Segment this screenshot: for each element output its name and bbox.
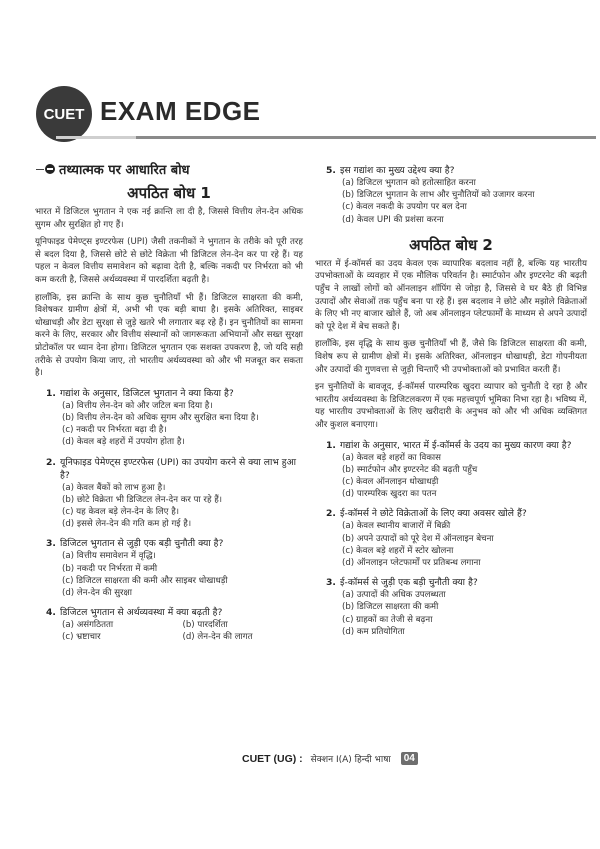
option: (d) लेन-देन की लागत [182, 632, 253, 643]
question-number: 3. [46, 538, 56, 550]
page-number-badge: 04 [401, 752, 418, 765]
option: (a) वित्तीय लेन-देन को और जटिल बना दिया है। [62, 400, 213, 411]
passage1-paragraph: हालाँकि, इस क्रान्ति के साथ कुछ चुनौतियाँ भी हैं। डिजिटल साक्षरता की कमी, विशेषकर ग्रामीण क्षेत्रों में, अभी भी एक बड़ी बाधा है। इसके अतिरिक्त, साइबर धोखाधड़ी और डेटा सुरक्षा से जुड़े खतरे भी लगातार बढ़ रहे हैं। इन चुनौतियों का सामना करने के लिए, सरकार और वित्तीय संस्थानों को जागरूकता अभियानों और सख्त सुरक्षा प्रोटोकॉल पर ध्यान देना होगा। डिजिटल भुगतान एक सशक्त उपकरण है, जो यदि सही तरीके से उपयोग किया जाए, तो भारतीय अर्थव्यवस्था को और भी मजबूत कर सकता है। [35, 292, 303, 379]
question-number: 2. [326, 508, 336, 520]
option: (d) कम प्रतियोगिता [342, 626, 405, 637]
option: (a) केवल बैंकों को लाभ हुआ है। [62, 482, 166, 493]
option: (c) भ्रष्टाचार [62, 632, 101, 643]
question-text: यूनिफाइड पेमेण्ट्स इण्टरफेस (UPI) का उपयोग करने से क्या लाभ हुआ है? [60, 456, 296, 481]
option: (c) ग्राहकों का तेजी से बढ़ना [342, 614, 433, 625]
option: (c) नकदी पर निर्भरता बढ़ा दी है। [62, 425, 167, 436]
question-text: इस गद्यांश का मुख्य उद्देश्य क्या है? [340, 165, 455, 176]
question-number: 2. [46, 456, 56, 468]
section-tag [36, 160, 190, 178]
option: (c) केवल ऑनलाइन धोखाधड़ी [342, 476, 439, 487]
option: (b) स्मार्टफोन और इण्टरनेट की बढ़ती पहुँच [342, 464, 478, 475]
section-tag-label: तथ्यात्मक पर आधारित बोध [59, 163, 190, 178]
right-column [315, 164, 587, 638]
passage1-paragraph: भारत में डिजिटल भुगतान ने एक नई क्रान्ति ला दी है, जिससे वित्तीय लेन-देन अधिक सुगम और सुरक्षित हो गए हैं। [35, 207, 303, 230]
option: (c) केवल नकदी के उपयोग पर बल देना [342, 202, 467, 213]
option: (a) केवल स्थानीय बाजारों में बिक्री [342, 521, 451, 532]
option: (c) डिजिटल साक्षरता की कमी और साइबर धोखाधड़ी [62, 575, 228, 586]
option: (d) इससे लेन-देन की गति कम हो गई है। [62, 519, 192, 530]
option: (d) केवल बड़े शहरों में उपयोग होता है। [62, 437, 185, 448]
question-item [35, 606, 303, 643]
option: (a) उत्पादों की अधिक उपलब्धता [342, 590, 446, 601]
question-number: 5. [326, 165, 336, 176]
question-item [35, 456, 303, 531]
page-footer [242, 752, 418, 765]
page-header [36, 86, 586, 146]
question-item [315, 507, 587, 569]
option: (c) केवल बड़े शहरों में स्टोर खोलना [342, 545, 454, 556]
footer-exam-label: CUET (UG) : [242, 752, 303, 765]
option: (b) पारदर्शिता [182, 620, 228, 631]
option: (d) ऑनलाइन प्लेटफार्मों पर प्रतिबन्ध लगाना [342, 557, 481, 568]
passage2-heading: अपठित बोध 2 [409, 235, 493, 254]
option: (b) छोटे विक्रेता भी डिजिटल लेन-देन कर पा रहे हैं। [62, 494, 223, 505]
question-item [315, 164, 587, 226]
question-item [315, 576, 587, 638]
option: (b) नकदी पर निर्भरता में कमी [62, 563, 158, 574]
logo-text: CUET [43, 105, 85, 123]
option: (b) अपने उत्पादों को पूरे देश में ऑनलाइन बेचना [342, 533, 494, 544]
question-number: 1. [326, 439, 336, 451]
dash-icon [36, 169, 44, 170]
question-item [35, 387, 303, 449]
cuet-logo [36, 86, 92, 142]
bullet-arrow-icon [45, 164, 55, 174]
question-text: गद्यांश के अनुसार, डिजिटल भुगतान ने क्या किया है? [60, 387, 234, 399]
option: (a) डिजिटल भुगतान को हतोत्साहित करना [342, 178, 476, 188]
question-item [315, 439, 587, 501]
question-text: डिजिटल भुगतान से अर्थव्यवस्था में क्या बढ़ती है? [60, 607, 223, 619]
passage2-paragraph: हालाँकि, इस वृद्धि के साथ कुछ चुनौतियाँ भी हैं, जैसे कि डिजिटल साक्षरता की कमी, विशेष रूप से ग्रामीण क्षेत्रों में। इसके अतिरिक्त, ऑनलाइन धोखाधड़ी, डेटा गोपनीयता और उत्पादों की गुणवत्ता से जुड़ी चिन्ताएँ भी उपभोक्ताओं को प्रभावित करती हैं। [315, 339, 587, 375]
option: (d) केवल UPI की प्रशंसा करना [342, 214, 444, 225]
option: (a) केवल बड़े शहरों का विकास [342, 452, 441, 463]
question-number: 1. [46, 387, 56, 399]
passage2-paragraph: इन चुनौतियों के बावजूद, ई-कॉमर्स पारम्परिक खुदरा व्यापार को चुनौती दे रहा है और भारतीय अर्थव्यवस्था के डिजिटलकरण में एक महत्त्वपूर्ण भूमिका निभा रहा है। भविष्य में, यह भारतीय उपभोक्ताओं के लिए खरीदारी के अनुभव को और भी अधिक व्यक्तिगत और कुशल बनाएगा। [315, 382, 587, 430]
option: (a) वित्तीय समावेशन में वृद्धि। [62, 551, 156, 562]
passage1-heading: अपठित बोध 1 [127, 184, 211, 202]
brand-title: EXAM EDGE [100, 96, 261, 126]
left-column [35, 180, 303, 644]
option: (a) असंगठितता [62, 620, 114, 631]
question-text: डिजिटल भुगतान से जुड़ी एक बड़ी चुनौती क्या है? [60, 538, 224, 550]
option: (b) डिजिटल साक्षरता की कमी [342, 602, 439, 613]
passage1-paragraph: यूनिफाइड पेमेण्ट्स इण्टरफेस (UPI) जैसी तकनीकों ने भुगतान के तरीके को पूरी तरह से बदल दिया है, जिससे छोटे से छोटे विक्रेता भी डिजिटल लेन-देन कर पा रहे हैं। यह पहल न केवल वित्तीय समावेशन को बढ़ावा देती है, बल्कि नकदी पर निर्भरता को भी कम करती है, जिससे अर्थव्यवस्था में पारदर्शिता बढ़ती है। [35, 237, 303, 285]
passage2-paragraph: भारत में ई-कॉमर्स का उदय केवल एक व्यापारिक बदलाव नहीं है, बल्कि यह भारतीय उपभोक्ताओं के व्यवहार में एक मौलिक परिवर्तन है। स्मार्टफोन और इण्टरनेट की बढ़ती पहुँच ने लाखों लोगों को ऑनलाइन शॉपिंग से जोड़ा है, जिससे वे घर बैठे ही विभिन्न उत्पादों और सेवाओं तक पहुँच बना पा रहे हैं। इस बदलाव ने छोटे और मझोले विक्रेताओं के लिए भी नए बाजार खोले हैं, जो अब ऑनलाइन प्लेटफार्मों के माध्यम से अपने उत्पादों को पूरे देश में बेच सकते हैं। [315, 258, 587, 332]
question-number: 3. [326, 577, 336, 589]
header-rule-dark [136, 136, 596, 139]
header-rule-light [56, 136, 136, 139]
option: (b) वित्तीय लेन-देन को अधिक सुगम और सुरक्षित बना दिया है। [62, 412, 259, 423]
option: (b) डिजिटल भुगतान के लाभ और चुनौतियों को उजागर करना [342, 190, 535, 201]
question-item [35, 537, 303, 599]
option: (d) पारम्परिक खुदरा का पतन [342, 489, 437, 500]
question-text: ई-कॉमर्स ने छोटे विक्रेताओं के लिए क्या अवसर खोले हैं? [340, 508, 527, 520]
question-number: 4. [46, 607, 56, 619]
footer-section-label: सेक्शन I(A) हिन्दी भाषा [310, 755, 391, 765]
question-text: ई-कॉमर्स से जुड़ी एक बड़ी चुनौती क्या है? [340, 577, 478, 589]
option: (c) यह केवल बड़े लेन-देन के लिए है। [62, 506, 180, 517]
option: (d) लेन-देन की सुरक्षा [62, 587, 132, 598]
question-text: गद्यांश के अनुसार, भारत में ई-कॉमर्स के उदय का मुख्य कारण क्या है? [340, 439, 572, 451]
